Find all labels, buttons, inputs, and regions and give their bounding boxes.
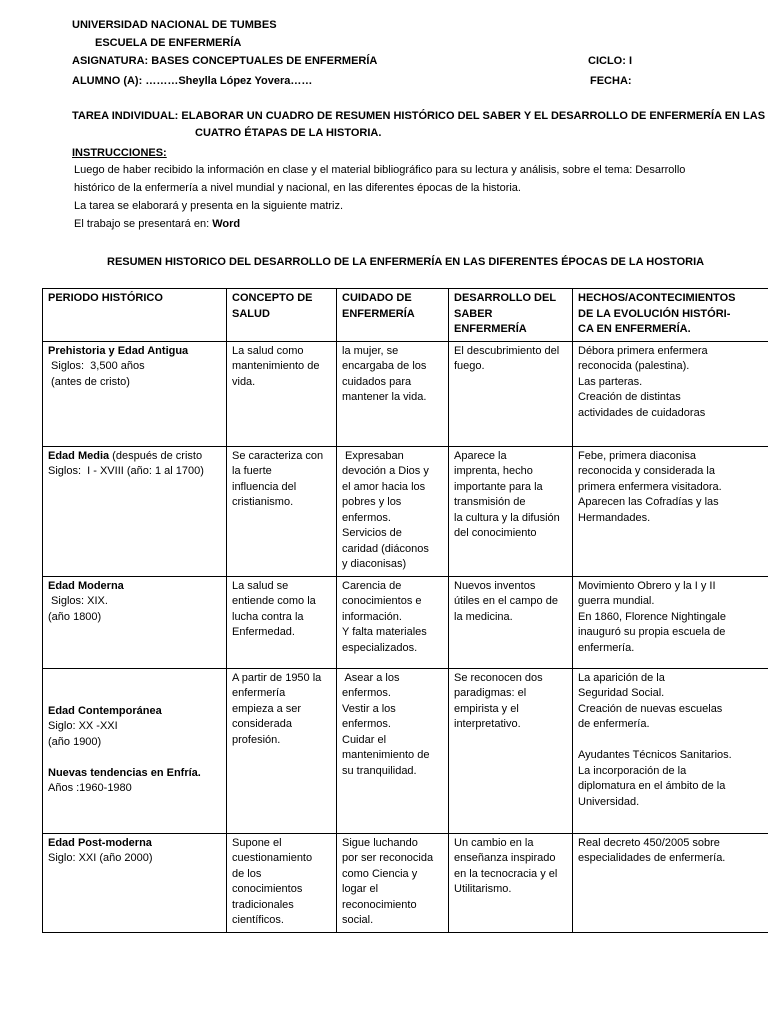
concept-line: conocimientos xyxy=(232,883,303,895)
facts-line: Ayudantes Técnicos Sanitarios. xyxy=(578,749,732,761)
knowledge-line: Utilitarismo. xyxy=(454,883,512,895)
facts-line: En 1860, Florence Nightingale xyxy=(578,610,726,623)
care-line: por ser reconocida xyxy=(342,852,434,864)
care-cell xyxy=(337,446,449,576)
care-line: Expresaban xyxy=(342,449,404,462)
concept-line: entiende como la xyxy=(232,595,316,607)
care-line: mantener la vida. xyxy=(342,391,427,403)
concept-line: considerada xyxy=(232,718,292,730)
period-cell xyxy=(43,446,227,576)
concept-line: vida. xyxy=(232,375,256,388)
care-line: Carencia de xyxy=(342,579,402,592)
university-name: UNIVERSIDAD NACIONAL DE TUMBES xyxy=(72,19,277,31)
facts-line: especialidades de enfermería. xyxy=(578,852,726,864)
knowledge-line: importante para la xyxy=(454,480,543,493)
care-line: social. xyxy=(342,914,374,926)
concept-cell xyxy=(227,341,337,446)
table-row xyxy=(43,446,768,576)
knowledge-line: Un cambio en la xyxy=(454,836,534,849)
header-row xyxy=(43,289,768,342)
period-title-rest: (después de cristo xyxy=(109,449,203,462)
concept-line: cuestionamiento xyxy=(232,852,313,864)
table-row xyxy=(43,576,768,668)
concept-cell xyxy=(227,668,337,833)
concept-line: científicos. xyxy=(232,914,284,926)
facts-line: La aparición de la xyxy=(578,671,665,684)
header-knowledge: DESARROLLO DEL SABER ENFERMERÍA xyxy=(449,289,573,342)
history-matrix xyxy=(42,288,768,933)
care-line: la mujer, se xyxy=(342,344,399,357)
period-line-2: Años :1960-1980 xyxy=(48,782,132,794)
care-line: Servicios de xyxy=(342,527,402,539)
instructions-line-3: La tarea se elaborará y presenta en la siguiente matriz. xyxy=(74,200,344,212)
task-line-2: CUATRO ÉTAPAS DE LA HISTORIA. xyxy=(195,127,382,139)
concept-line: influencia del xyxy=(232,480,297,493)
period-line: (año 1800) xyxy=(48,610,102,623)
period-line: Siglos: I - XVIII (año: 1 al 1700) xyxy=(48,465,204,477)
care-line: caridad (diáconos xyxy=(342,542,429,555)
facts-cell xyxy=(573,668,768,833)
facts-line: de enfermería. xyxy=(578,718,650,730)
concept-line: La salud se xyxy=(232,579,289,592)
care-line: enfermos. xyxy=(342,718,391,730)
instructions-line-1: Luego de haber recibido la información en clase y el material bibliográfico para su lectura y análisis, sobre el tema: Desarrollo xyxy=(74,164,686,176)
care-cell xyxy=(337,833,449,932)
instructions-heading: INSTRUCCIONES: xyxy=(72,147,167,159)
care-line: mantenimiento de xyxy=(342,749,430,761)
care-line: Y falta materiales xyxy=(342,626,427,638)
header-facts: HECHOS/ACONTECIMIENTOS DE LA EVOLUCIÓN HISTÓRI- CA EN ENFERMERÍA. xyxy=(573,289,768,342)
period-cell xyxy=(43,668,227,833)
instructions-line-4-text: El trabajo se presentará en: xyxy=(74,218,213,230)
concept-line: empieza a ser xyxy=(232,702,302,715)
concept-line: de los xyxy=(232,867,262,880)
care-line: logar el xyxy=(342,883,379,895)
concept-line: tradicionales xyxy=(232,898,294,911)
care-line: y diaconisas) xyxy=(342,558,407,570)
facts-line: actividades de cuidadoras xyxy=(578,406,706,419)
care-line: especializados. xyxy=(342,641,418,654)
concept-line: la fuerte xyxy=(232,465,272,477)
facts-cell xyxy=(573,576,768,668)
care-line: cuidados para xyxy=(342,375,412,388)
instructions-word: Word xyxy=(212,218,241,230)
period-title: Prehistoria y Edad Antigua xyxy=(48,344,189,357)
knowledge-line: la cultura y la difusión xyxy=(454,511,560,524)
care-cell xyxy=(337,576,449,668)
care-line: encargaba de los xyxy=(342,360,427,372)
subject-line: ASIGNATURA: BASES CONCEPTUALES DE ENFERMERÍA xyxy=(72,55,378,67)
period-line: Siglo: XXI (año 2000) xyxy=(48,852,153,864)
header-period: PERIODO HISTÓRICO xyxy=(43,289,227,342)
cycle-label: CICLO: I xyxy=(588,55,632,67)
care-line: devoción a Dios y xyxy=(342,465,429,477)
concept-line: A partir de 1950 la xyxy=(232,671,322,684)
concept-line: Enfermedad. xyxy=(232,626,295,638)
knowledge-line: enseñanza inspirado xyxy=(454,852,556,864)
task-line-1: TAREA INDIVIDUAL: ELABORAR UN CUADRO DE RESUMEN HISTÓRICO DEL SABER Y EL DESARROLLO DE ENFERMERÍA EN LAS xyxy=(72,110,766,122)
concept-cell xyxy=(227,446,337,576)
period-line: (año 1900) xyxy=(48,735,102,748)
concept-line: mantenimiento de xyxy=(232,360,320,372)
knowledge-line: la medicina. xyxy=(454,610,513,623)
care-line: Cuidar el xyxy=(342,733,387,746)
care-line: el amor hacia los xyxy=(342,480,426,493)
period-title: Edad Moderna xyxy=(48,579,124,592)
facts-line: Creación de distintas xyxy=(578,391,681,403)
facts-line: Hermandades. xyxy=(578,511,651,524)
care-line: enfermos. xyxy=(342,687,391,699)
facts-line: Aparecen las Cofradías y las xyxy=(578,496,719,508)
knowledge-line: paradigmas: el xyxy=(454,687,527,699)
knowledge-line: empirista y el xyxy=(454,702,519,715)
knowledge-line: Se reconocen dos xyxy=(454,671,543,684)
facts-line: Seguridad Social. xyxy=(578,687,665,699)
school-name: ESCUELA DE ENFERMERÍA xyxy=(95,37,242,49)
date-label: FECHA: xyxy=(590,75,632,87)
concept-line: Se caracteriza con xyxy=(232,449,324,462)
knowledge-line: Nuevos inventos xyxy=(454,579,536,592)
care-line: información. xyxy=(342,610,402,623)
concept-cell xyxy=(227,833,337,932)
student-line: ALUMNO (A): ………Sheylla López Yovera…… xyxy=(72,75,313,87)
knowledge-line: Aparece la xyxy=(454,449,507,462)
header-care: CUIDADO DE ENFERMERÍA xyxy=(337,289,449,342)
knowledge-line: interpretativo. xyxy=(454,718,521,730)
table-row xyxy=(43,668,768,833)
care-line: su tranquilidad. xyxy=(342,764,417,777)
concept-line: enfermería xyxy=(232,687,286,699)
facts-line: Las parteras. xyxy=(578,375,643,388)
knowledge-line: imprenta, hecho xyxy=(454,465,533,477)
care-line: Asear a los xyxy=(342,671,400,684)
period-cell xyxy=(43,833,227,932)
header-concept: CONCEPTO DE SALUD xyxy=(227,289,337,342)
table-row xyxy=(43,833,768,932)
knowledge-cell xyxy=(449,668,573,833)
period-cell xyxy=(43,576,227,668)
care-line: conocimientos e xyxy=(342,595,422,607)
facts-line: guerra mundial. xyxy=(578,595,655,607)
facts-line: Movimiento Obrero y la I y II xyxy=(578,579,716,592)
period-line: Siglos: XIX. xyxy=(48,595,108,607)
concept-line: profesión. xyxy=(232,733,281,746)
knowledge-cell xyxy=(449,833,573,932)
facts-line: Real decreto 450/2005 sobre xyxy=(578,836,720,849)
period-line: Siglo: XX -XXI xyxy=(48,720,118,732)
concept-line: lucha contra la xyxy=(232,610,304,623)
care-line: Vestir a los xyxy=(342,702,396,715)
facts-line: Universidad. xyxy=(578,795,640,808)
period-title: Edad Post-moderna xyxy=(48,836,152,849)
care-line: Sigue luchando xyxy=(342,836,418,849)
knowledge-cell xyxy=(449,341,573,446)
facts-cell xyxy=(573,446,768,576)
period-cell xyxy=(43,341,227,446)
facts-line: La incorporación de la xyxy=(578,764,687,777)
table-title: RESUMEN HISTORICO DEL DESARROLLO DE LA ENFERMERÍA EN LAS DIFERENTES ÉPOCAS DE LA HOSTORIA xyxy=(107,256,705,268)
care-line: reconocimiento xyxy=(342,898,417,911)
instructions-line-2: histórico de la enfermería a nivel mundial y nacional, en las diferentes épocas de la historia. xyxy=(74,182,521,194)
period-line: Siglos: 3,500 años xyxy=(48,360,145,372)
care-cell xyxy=(337,341,449,446)
facts-line: Débora primera enfermera xyxy=(578,344,708,357)
care-line: como Ciencia y xyxy=(342,867,418,880)
knowledge-line: El descubrimiento del xyxy=(454,344,560,357)
facts-cell xyxy=(573,341,768,446)
table-row xyxy=(43,341,768,446)
concept-cell xyxy=(227,576,337,668)
facts-line: enfermería. xyxy=(578,641,635,654)
care-line: pobres y los xyxy=(342,496,402,508)
instructions-line-4 xyxy=(74,217,240,233)
facts-line: reconocida y considerada la xyxy=(578,465,715,477)
knowledge-line: útiles en el campo de xyxy=(454,595,558,607)
facts-line: reconocida (palestina). xyxy=(578,360,690,372)
care-line: enfermos. xyxy=(342,511,391,524)
facts-line: Febe, primera diaconisa xyxy=(578,449,697,462)
facts-line: inauguró su propia escuela de xyxy=(578,626,726,638)
period-line: (antes de cristo) xyxy=(48,375,130,388)
knowledge-cell xyxy=(449,576,573,668)
facts-line: diplomatura en el ámbito de la xyxy=(578,780,726,792)
concept-line: Supone el xyxy=(232,836,282,849)
facts-line: Creación de nuevas escuelas xyxy=(578,702,723,715)
period-title-2: Nuevas tendencias en Enfría. xyxy=(48,766,201,779)
knowledge-line: del conocimiento xyxy=(454,527,537,539)
knowledge-cell xyxy=(449,446,573,576)
care-cell xyxy=(337,668,449,833)
period-title: Edad Media xyxy=(48,449,110,462)
facts-line: primera enfermera visitadora. xyxy=(578,480,722,493)
facts-line xyxy=(578,733,763,749)
period-title: Edad Contemporánea xyxy=(48,704,162,717)
knowledge-line: en la tecnocracia y el xyxy=(454,867,558,880)
knowledge-line: fuego. xyxy=(454,360,485,372)
concept-line: La salud como xyxy=(232,344,304,357)
concept-line: cristianismo. xyxy=(232,496,294,508)
facts-cell xyxy=(573,833,768,932)
knowledge-line: transmisión de xyxy=(454,496,526,508)
